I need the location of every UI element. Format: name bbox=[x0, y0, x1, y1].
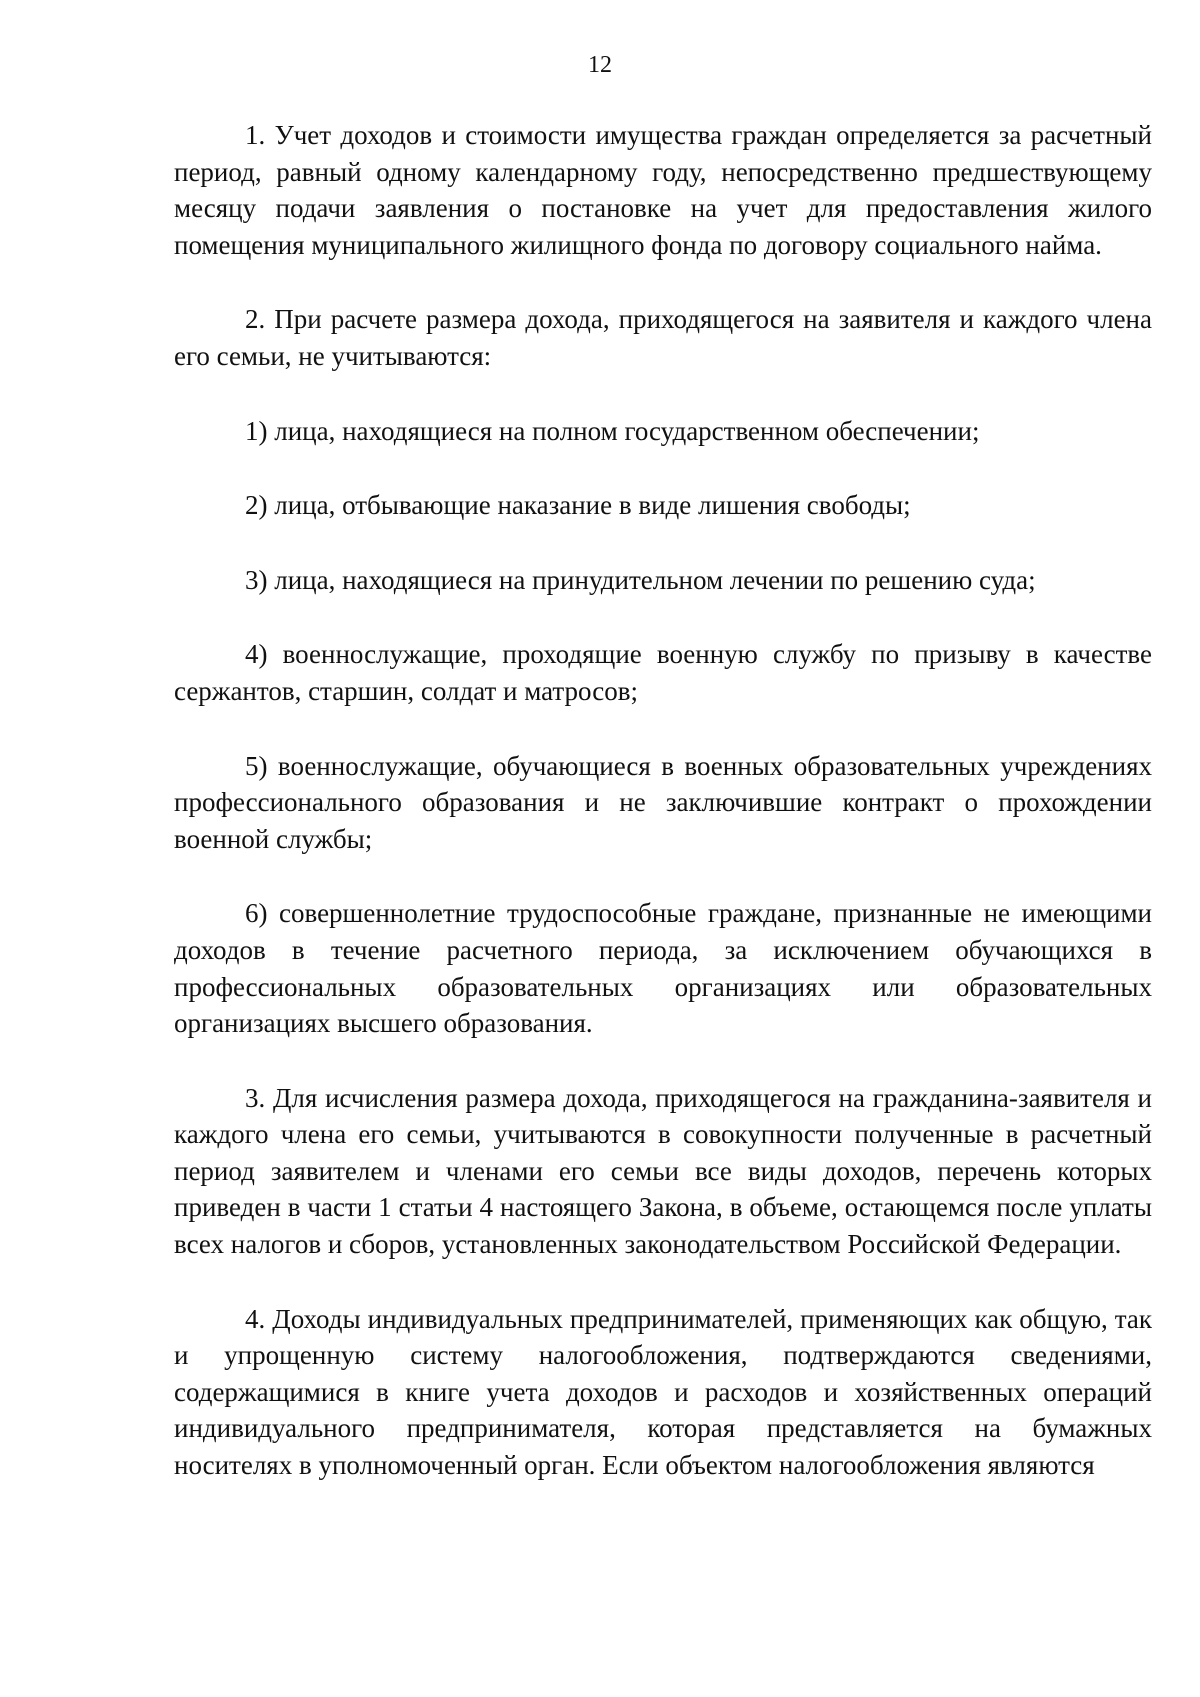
list-item-4: 4) военнослужащие, проходящие военную службу по призыву в качестве сержантов, старшин, солдат и матросов; bbox=[174, 639, 1152, 706]
document-body bbox=[174, 117, 1152, 1484]
list-item-3: 3) лица, находящиеся на принудительном лечении по решению суда; bbox=[245, 564, 1036, 595]
list-item-5: 5) военнослужащие, обучающиеся в военных образовательных учреждениях профессионального образования и не заключившие контракт о прохождении военной службы; bbox=[174, 750, 1152, 854]
paragraph-4: 4. Доходы индивидуальных предпринимателей, применяющих как общую, так и упрощенную систему налогообложения, подтверждаются сведениями, содержащимися в книге учета доходов и расходов и хозяйственных операций индивидуального предпринимателя, которая представляется на бумажных носителях в уполномоченный орган. Если объектом налогообложения являются bbox=[174, 1303, 1152, 1481]
paragraph-2: 2. При расчете размера дохода, приходящегося на заявителя и каждого члена его семьи, не учитываются: bbox=[174, 304, 1152, 371]
paragraph-1: 1. Учет доходов и стоимости имущества граждан определяется за расчетный период, равный одному календарному году, непосредственно предшествующему месяцу подачи заявления о постановке на учет для предоставления жилого помещения муниципального жилищного фонда по договору социального найма. bbox=[174, 120, 1152, 260]
list-item-6: 6) совершеннолетние трудоспособные граждане, признанные не имеющими доходов в течение расчетного периода, за исключением обучающихся в профессиональных образовательных организациях или образовательных организациях высшего образования. bbox=[174, 898, 1152, 1039]
page-number: 12 bbox=[588, 52, 612, 78]
list-item-2: 2) лица, отбывающие наказание в виде лишения свободы; bbox=[245, 490, 911, 521]
list-item-1: 1) лица, находящиеся на полном государственном обеспечении; bbox=[245, 415, 980, 446]
paragraph-3: 3. Для исчисления размера дохода, приходящегося на гражданина-заявителя и каждого члена его семьи, учитываются в совокупности полученные в расчетный период заявителем и членами его семьи все виды доходов, перечень которых приведен в части 1 статьи 4 настоящего Закона, в объеме, остающемся после уплаты всех налогов и сборов, установленных законодательством Российской Федерации. bbox=[174, 1082, 1152, 1260]
